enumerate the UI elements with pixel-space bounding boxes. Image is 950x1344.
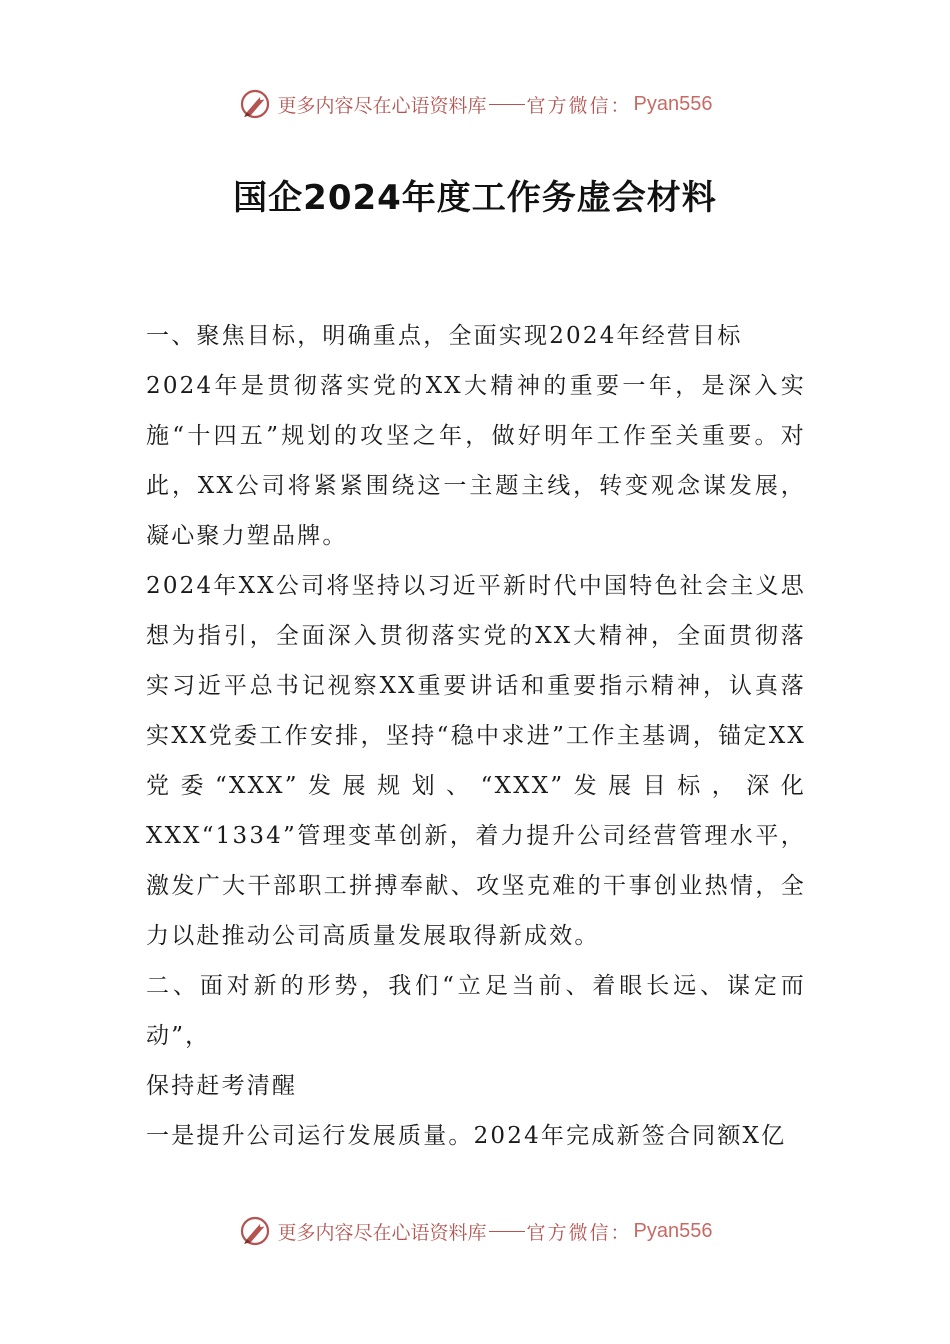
- body-paragraph: 2024年是贯彻落实党的XX大精神的重要一年，是深入实施“十四五”规划的攻坚之年，做好明年工作至关重要。对此，XX公司将紧紧围绕这一主题主线，转变观念谋发展，凝心聚力塑品牌。: [146, 373, 806, 549]
- pen-nib-logo-icon: [238, 87, 272, 121]
- footer-banner: [0, 1211, 950, 1251]
- pen-nib-logo-icon: [238, 1214, 272, 1248]
- banner-dash: [489, 104, 525, 105]
- banner-wechat-label: 官方微信：: [526, 1221, 632, 1244]
- banner-wechat-id: Pyan556: [633, 1219, 713, 1242]
- banner-text: 更多内容尽在心语资料库: [277, 94, 487, 117]
- banner-text: 更多内容尽在心语资料库: [277, 1221, 487, 1244]
- body-paragraph: 保持赶考清醒: [146, 1073, 298, 1099]
- banner-wechat-id: Pyan556: [633, 92, 713, 115]
- section-heading-2: 二、面对新的形势，我们“立足当前、着眼长远、谋定而动”，: [146, 973, 806, 1049]
- document-title: 国企2024年度工作务虚会材料: [233, 178, 717, 218]
- banner-dash: [489, 1231, 525, 1232]
- banner-wechat-label: 官方微信：: [526, 94, 632, 117]
- document-body: [146, 311, 806, 1161]
- body-paragraph: 一是提升公司运行发展质量。2024年完成新签合同额X亿: [146, 1123, 787, 1149]
- header-banner: [0, 84, 950, 124]
- section-heading-1: 一、聚焦目标，明确重点，全面实现2024年经营目标: [146, 323, 743, 349]
- body-paragraph: 2024年XX公司将坚持以习近平新时代中国特色社会主义思想为指引，全面深入贯彻落实党的XX大精神，全面贯彻落实习近平总书记视察XX重要讲话和重要指示精神，认真落实XX党委工作安排，坚持“稳中求进”工作主基调，锚定XX党委“XXX”发展规划、“XXX”发展目标，深化XXX“1334”管理变革创新，着力提升公司经营管理水平，激发广大干部职工拼搏奉献、攻坚克难的干事创业热情，全力以赴推动公司高质量发展取得新成效。: [146, 573, 806, 949]
